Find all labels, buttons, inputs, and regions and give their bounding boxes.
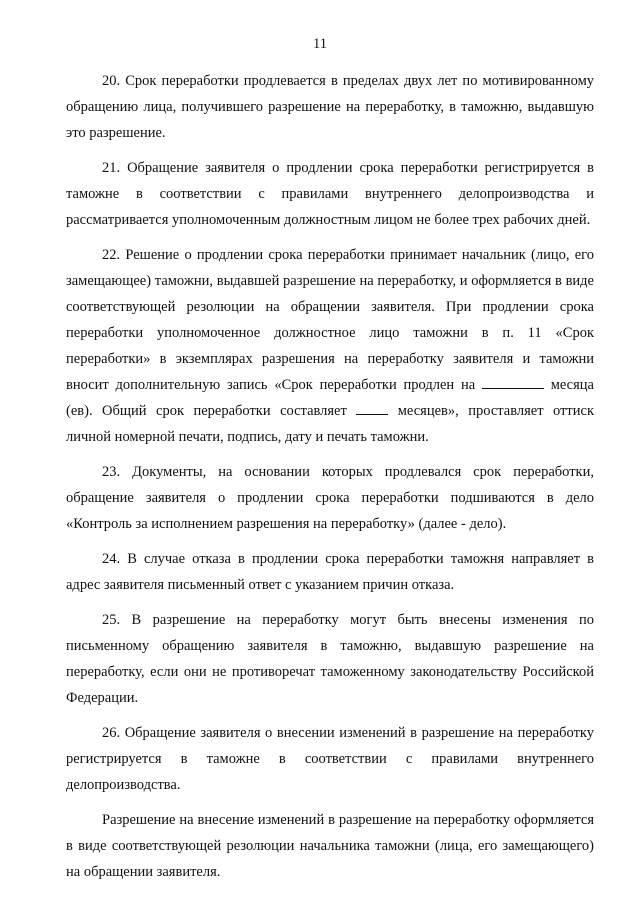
paragraph-22-part-2: месяца (ев). Общий срок переработки составляет — [66, 377, 594, 419]
paragraph-23: 23. Документы, на основании которых продлевался срок переработки, обращение заявителя о продлении срока переработки подшиваются в дело «Контроль за исполнением разрешения на переработку» (далее - дело). — [66, 464, 594, 532]
paragraph-20: 20. Срок переработки продлевается в пределах двух лет по мотивированному обращению лица, получившего разрешение на переработку, в таможню, выдавшую это разрешение. — [66, 73, 594, 141]
paragraph-22 — [66, 242, 594, 450]
paragraph-21: 21. Обращение заявителя о продлении срока переработки регистрируется в таможне в соответствии с правилами внутреннего делопроизводства и рассматривается уполномоченным должностным лицом не более трех рабочих дней. — [66, 160, 594, 228]
paragraph-22-part-3: месяцев», проставляет оттиск личной номерной печати, подпись, дату и печать таможни. — [66, 403, 594, 445]
paragraph-22-part-1: 22. Решение о продлении срока переработки принимает начальник (лицо, его замещающее) таможни, выдавшей разрешение на переработку, и оформляется в виде соответствующей резолюции на обращении заявителя. При продлении срока переработки уполномоченное должностное лицо таможни в п. 11 «Срок переработки» в экземплярах разрешения на переработку заявителя и таможни вносит дополнительную запись «Срок переработки продлен на — [66, 247, 594, 393]
page-number: 11 — [313, 36, 327, 52]
document-body — [66, 68, 594, 894]
paragraph-permission-changes: Разрешение на внесение изменений в разрешение на переработку оформляется в виде соответствующей резолюции начальника таможни (лица, его замещающего) на обращении заявителя. — [66, 812, 594, 880]
extension-months-blank — [482, 376, 544, 389]
paragraph-26: 26. Обращение заявителя о внесении изменений в разрешение на переработку регистрируется в таможне в соответствии с правилами внутреннего делопроизводства. — [66, 725, 594, 793]
total-months-blank — [356, 402, 388, 415]
paragraph-24: 24. В случае отказа в продлении срока переработки таможня направляет в адрес заявителя письменный ответ с указанием причин отказа. — [66, 551, 594, 593]
paragraph-25: 25. В разрешение на переработку могут быть внесены изменения по письменному обращению заявителя в таможню, выдавшую разрешение на переработку, если они не противоречат таможенному законодательству Российской Федерации. — [66, 612, 594, 706]
